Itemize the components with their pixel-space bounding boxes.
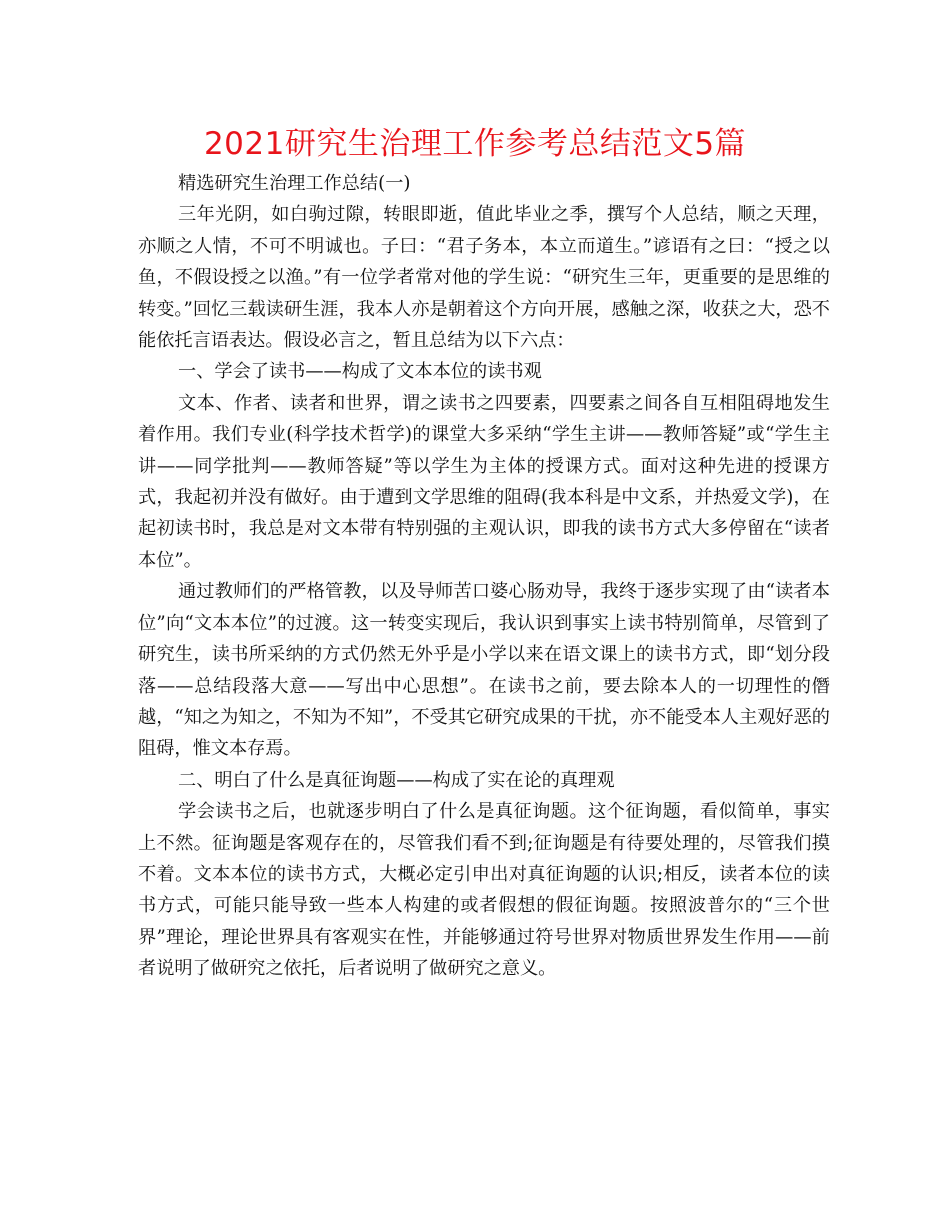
section-subtitle: 精选研究生治理工作总结(一) — [178, 173, 411, 194]
document-body — [138, 168, 830, 985]
paragraph-2a: 学会读书之后，也就逐步明白了什么是真征询题。这个征询题，看似简单，事实上不然。征询题是客观存在的，尽管我们看不到;征询题是有待要处理的，尽管我们摸不着。文本本位的读书方式，大概必定引申出对真征询题的认识;相反，读者本位的读书方式，可能只能导致一些本人构建的或者假想的假征询题。按照波普尔的“三个世界”理论，理论世界具有客观实在性，并能够通过符号世界对物质世界发生作用——前者说明了做研究之依托，后者说明了做研究之意义。 — [138, 801, 830, 980]
document-title: 2021研究生治理工作参考总结范文5篇 — [203, 126, 747, 162]
paragraph-1a: 文本、作者、读者和世界，谓之读书之四要素，四要素之间各自互相阻碍地发生着作用。我们专业(科学技术哲学)的课堂大多采纳“学生主讲——教师答疑”或“学生主讲——同学批判——教师答疑”等以学生为主体的授课方式。面对这种先进的授课方式，我起初并没有做好。由于遭到文学思维的阻碍(我本科是中文系，并热爱文学)，在起初读书时，我总是对文本带有特别强的主观认识，即我的读书方式大多停留在“读者本位”。 — [138, 392, 830, 571]
paragraph-1b: 通过教师们的严格管教，以及导师苦口婆心肠劝导，我终于逐步实现了由“读者本位”向“文本本位”的过渡。这一转变实现后，我认识到事实上读书特别简单，尽管到了研究生，读书所采纳的方式仍然无外乎是小学以来在语文课上的读书方式，即“划分段落——总结段落大意——写出中心思想”。在读书之前，要去除本人的一切理性的僭越，“知之为知之，不知为不知”，不受其它研究成果的干扰，亦不能受本人主观好恶的阻碍，惟文本存焉。 — [138, 581, 830, 760]
section-heading-2: 二、明白了什么是真征询题——构成了实在论的真理观 — [178, 769, 615, 791]
section-heading-1: 一、学会了读书——构成了文本本位的读书观 — [178, 361, 542, 383]
paragraph-intro: 三年光阴，如白驹过隙，转眼即逝，值此毕业之季，撰写个人总结，顺之天理，亦顺之人情，不可不明诚也。子曰：“君子务本，本立而道生。”谚语有之曰：“授之以鱼，不假设授之以渔。”有一位学者常对他的学生说：“研究生三年，更重要的是思维的转变。”回忆三载读研生涯，我本人亦是朝着这个方向开展，感触之深，收获之大，恐不能依托言语表达。假设必言之，暂且总结为以下六点： — [138, 204, 830, 352]
